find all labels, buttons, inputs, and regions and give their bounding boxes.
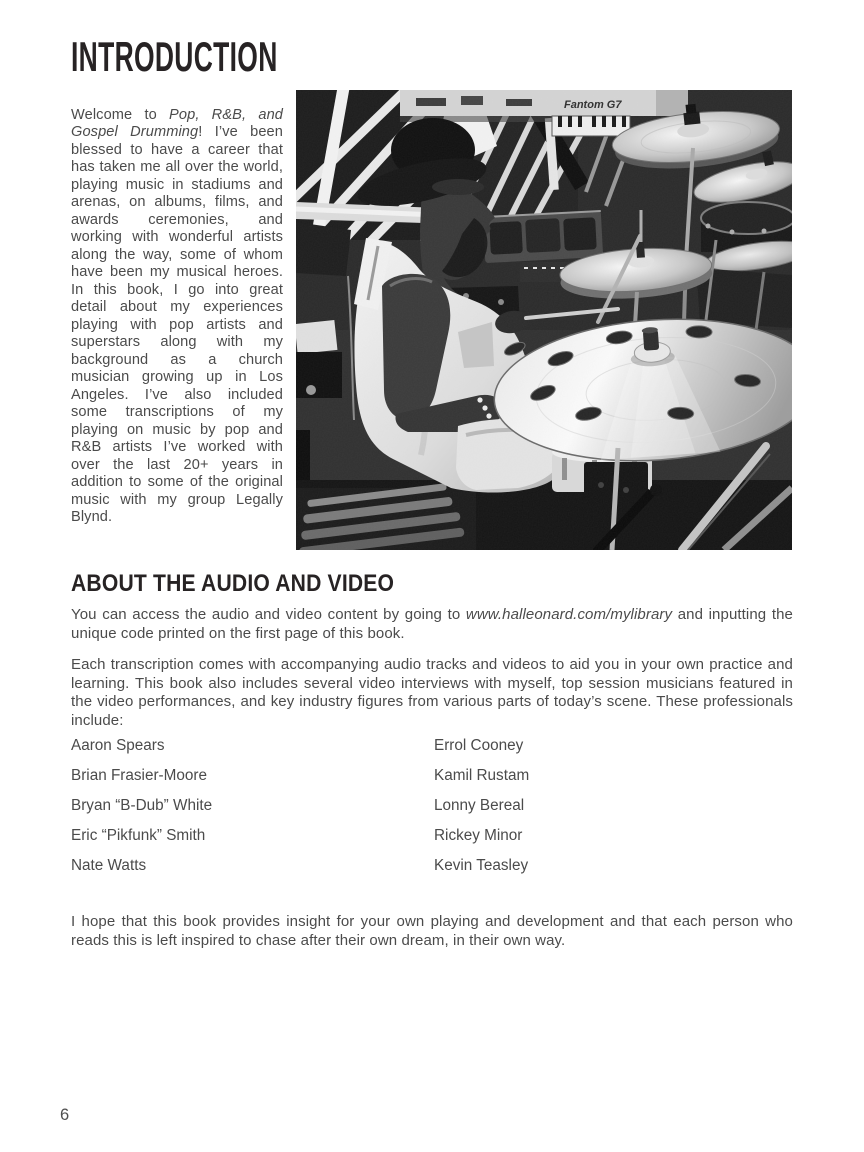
p1-rest: and inputting the unique code printed on the first page of this book. [71, 606, 793, 642]
professional-name: Rickey Minor [434, 827, 523, 844]
book-title-italic: Pop, R&B, and Gospel Drumming [71, 106, 283, 141]
professional-name: Eric “Pikfunk” Smith [71, 827, 206, 844]
page-number: 6 [60, 1106, 70, 1124]
closing-paragraph: I hope that this book provides insight for your own playing and development and that each person who reads this is left inspired to chase after their own dream, in their own way. [71, 913, 793, 949]
professional-name: Brian Frasier-Moore [71, 767, 208, 784]
professional-name: Errol Cooney [434, 737, 524, 754]
drummer-photo [296, 90, 792, 550]
professional-name: Kevin Teasley [434, 857, 529, 874]
intro-paragraph [71, 107, 283, 527]
professional-name: Kamil Rustam [434, 767, 530, 784]
audio-access-paragraph [71, 606, 793, 643]
professional-name: Nate Watts [71, 857, 147, 874]
intro-text-pre: Welcome to [71, 106, 170, 123]
professional-name: Bryan “B-Dub” White [71, 797, 213, 814]
professional-name: Lonny Bereal [434, 797, 525, 814]
professionals-list [71, 737, 793, 887]
library-url: www.halleonard.com/mylibrary [465, 606, 673, 623]
photo-grain [296, 90, 792, 550]
page-title: INTRODUCTION [71, 33, 278, 80]
intro-text-rest: ! I’ve been blessed to have a career that has taken me all over the world, playing music in stadiums and arenas, on albums, films, and awards ceremonies, and working with wonderful artists along the way, some of whom have been my musical heroes. In this book, I go into great detail about my experiences playing with pop artists and superstars along with my background as a church musician growing up in Los Angeles. I’ve also included some transcriptions of my playing on music by pop and R&B artists I’ve worked with over the last 20+ years in addition to some of the original music with my group Legally Blynd. [71, 124, 283, 526]
p1-pre: You can access the audio and video content by going to [71, 606, 466, 623]
transcription-paragraph: Each transcription comes with accompanying audio tracks and videos to aid you in your own practice and learning. This book also includes several video interviews with myself, top session musicians featured in the video performances, and key industry figures from various parts of today’s scene. These professionals include: [71, 656, 793, 729]
professional-name: Aaron Spears [71, 737, 165, 754]
section-title: ABOUT THE AUDIO AND VIDEO [71, 570, 395, 597]
